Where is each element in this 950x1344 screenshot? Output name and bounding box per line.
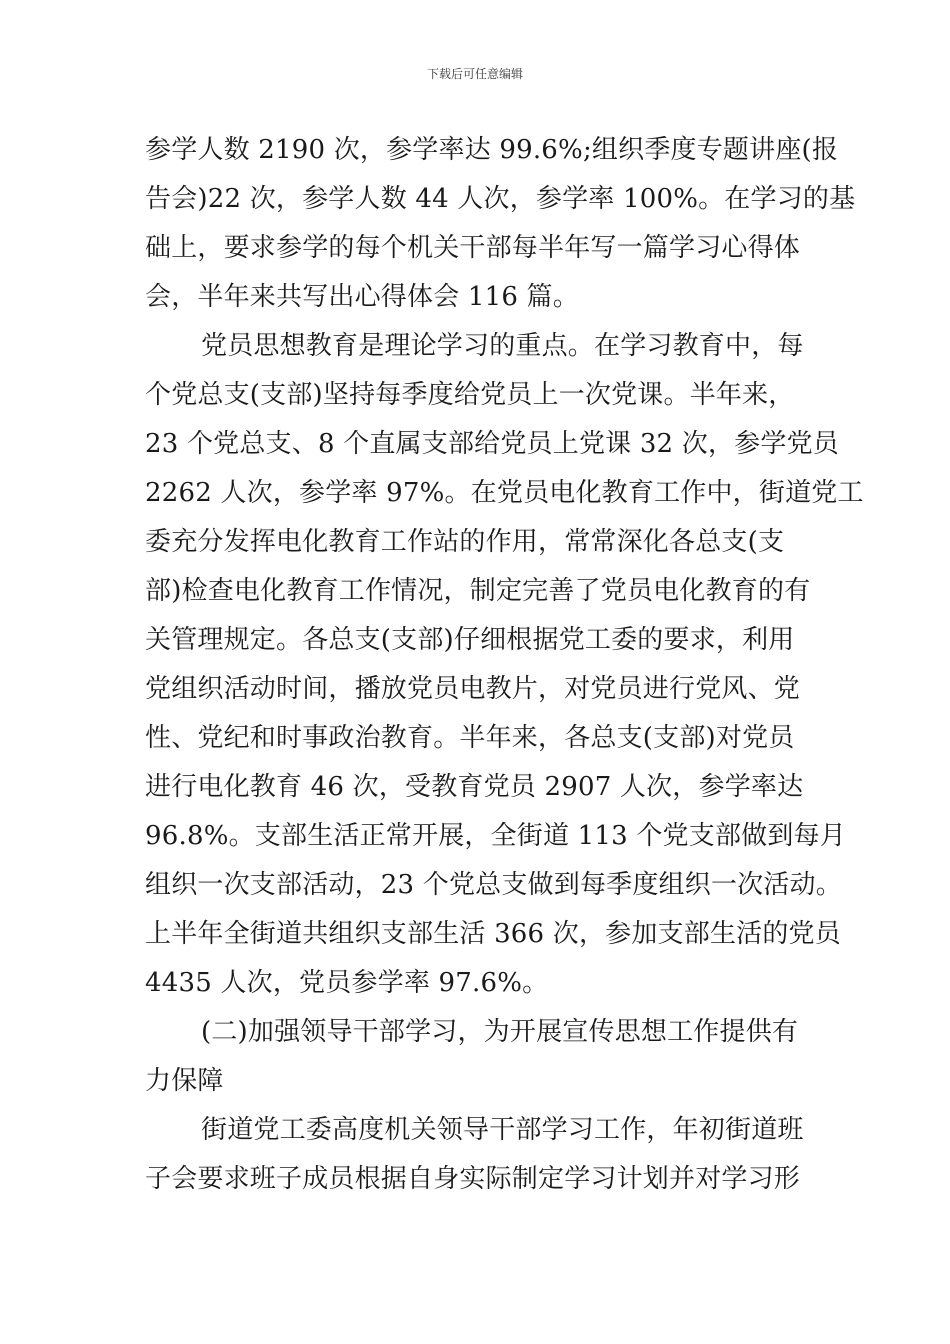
text-line: 部)检查电化教育工作情况，制定完善了党员电化教育的有: [145, 576, 811, 606]
text-line: 4435 人次，党员参学率 97.6%。: [145, 968, 549, 998]
text-line: 进行电化教育 46 次，受教育党员 2907 人次，参学率达: [145, 772, 804, 802]
body-text: [145, 126, 864, 1204]
section-heading-line: (二)加强领导干部学习，为开展宣传思想工作提供有: [201, 1017, 799, 1047]
text-line: 会，半年来共写出心得体会 116 篇。: [145, 282, 579, 312]
text-line: 委充分发挥电化教育工作站的作用，常常深化各总支(支: [145, 527, 785, 557]
text-line: 上半年全街道共组织支部生活 366 次，参加支部生活的党员: [145, 919, 841, 949]
page-header: 下载后可任意编辑: [426, 67, 523, 81]
text-line: 2262 人次，参学率 97%。在党员电化教育工作中，街道党工: [145, 478, 864, 508]
text-line: 96.8%。支部生活正常开展，全街道 113 个党支部做到每月: [145, 821, 846, 851]
paragraph-first-line: 党员思想教育是理论学习的重点。在学习教育中，每: [201, 331, 804, 361]
text-line: 党组织活动时间，播放党员电教片，对党员进行党风、党: [145, 674, 801, 704]
text-line: 告会)22 次，参学人数 44 人次，参学率 100%。在学习的基: [145, 184, 856, 214]
section-heading-line: 力保障: [145, 1066, 224, 1096]
text-line: 子会要求班子成员根据自身实际制定学习计划并对学习形: [145, 1164, 801, 1194]
text-line: 参学人数 2190 次，参学率达 99.6%;组织季度专题讲座(报: [145, 135, 839, 165]
text-line: 性、党纪和时事政治教育。半年来，各总支(支部)对党员: [145, 723, 795, 753]
text-line: 个党总支(支部)坚持每季度给党员上一次党课。半年来，: [145, 380, 795, 410]
text-line: 关管理规定。各总支(支部)仔细根据党工委的要求，利用: [145, 625, 795, 655]
text-line: 组织一次支部活动，23 个党总支做到每季度组织一次活动。: [145, 870, 842, 900]
paragraph-first-line: 街道党工委高度机关领导干部学习工作，年初街道班: [201, 1115, 804, 1145]
text-line: 础上，要求参学的每个机关干部每半年写一篇学习心得体: [145, 233, 801, 263]
text-line: 23 个党总支、8 个直属支部给党员上党课 32 次，参学党员: [145, 429, 839, 459]
